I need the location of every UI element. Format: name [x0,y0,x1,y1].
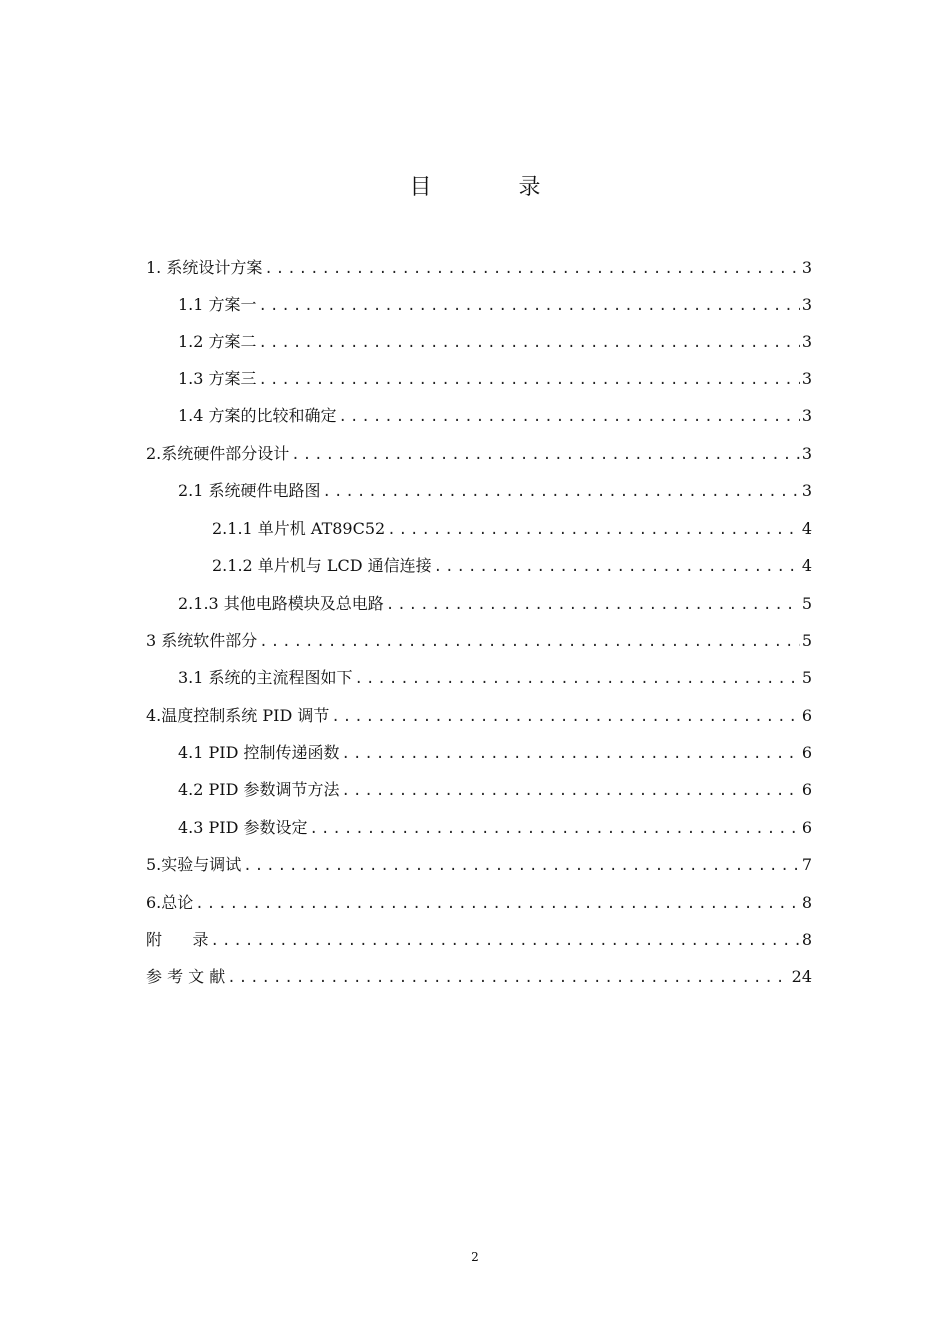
toc-entry[interactable] [146,927,812,957]
toc-entry-page: 5 [801,594,812,613]
toc-entry-label: 2.1.2 单片机与 LCD 通信连接 [212,556,432,575]
toc-leader-dots [264,261,799,277]
toc-entry-label: 4.1 PID 控制传递函数 [178,743,340,762]
toc-leader-dots [331,709,799,725]
toc-entry-page: 3 [801,406,812,425]
toc-entry-page: 5 [801,631,812,650]
toc-entry-label: 1.1 方案一 [178,295,257,314]
toc-entry-page: 3 [801,481,812,500]
toc-leader-dots [310,821,800,837]
toc-entry[interactable] [178,777,812,807]
toc-entry-label: 4.2 PID 参数调节方法 [178,780,340,799]
toc-entry[interactable] [178,329,812,359]
toc-entry-label: 2.1.3 其他电路模块及总电路 [178,594,384,613]
toc-leader-dots [434,559,800,575]
toc-leader-dots [386,597,800,613]
toc-entry-label: 4.3 PID 参数设定 [178,818,308,837]
toc-entry[interactable] [178,815,812,845]
toc-entry-label: 1.4 方案的比较和确定 [178,406,337,425]
toc-leader-dots [259,298,800,314]
toc-leader-dots [387,522,800,538]
toc-entry-page: 3 [801,444,812,463]
toc-entry[interactable] [146,964,812,994]
toc-entry-label: 2.1 系统硬件电路图 [178,481,321,500]
toc-leader-dots [211,933,800,949]
toc-entry-label: 1. 系统设计方案 [146,258,263,277]
toc-leader-dots [342,783,800,799]
toc-entry[interactable] [146,852,812,882]
toc-entry-page: 6 [801,706,812,725]
toc-entry-label: 参 考 文 献 [146,967,226,986]
toc-leader-dots [355,671,800,687]
toc-entry-label: 1.3 方案三 [178,369,257,388]
toc-leader-dots [342,746,800,762]
toc-entry[interactable] [178,478,812,508]
toc-entry-page: 8 [801,893,812,912]
toc-entry-page: 5 [801,668,812,687]
toc-entry-page: 4 [801,519,812,538]
toc-leader-dots [195,896,800,912]
toc-entry-label: 3.1 系统的主流程图如下 [178,668,353,687]
toc-entry-page: 3 [801,258,812,277]
toc-entry[interactable] [178,665,812,695]
toc-leader-dots [243,858,800,874]
toc-entry-label: 附 录 [146,930,209,949]
toc-entry-page: 6 [801,743,812,762]
toc-entry-label: 5.实验与调试 [146,855,242,874]
page-title: 目 录 [409,175,581,200]
toc-entry[interactable] [212,553,812,583]
toc-entry-label: 2.1.1 单片机 AT89C52 [212,519,386,538]
toc-entry-page: 3 [801,295,812,314]
toc-entry[interactable] [212,516,812,546]
toc-entry[interactable] [146,703,812,733]
toc-leader-dots [259,634,800,650]
toc-entry-page: 6 [801,780,812,799]
toc-entry[interactable] [178,740,812,770]
toc-leader-dots [259,372,800,388]
toc-entry-page: 3 [801,369,812,388]
toc-entry[interactable] [178,292,812,322]
toc-leader-dots [259,335,800,351]
toc-entry[interactable] [146,441,812,471]
toc-entry[interactable] [146,628,812,658]
toc-entry[interactable] [178,403,812,433]
toc-entry-label: 3 系统软件部分 [146,631,258,650]
toc-leader-dots [339,409,800,425]
toc-entry-label: 4.温度控制系统 PID 调节 [146,706,330,725]
toc-entry-label: 6.总论 [146,893,194,912]
toc-entry-label: 2.系统硬件部分设计 [146,444,290,463]
toc-entry[interactable] [146,255,812,285]
toc-entry[interactable] [146,890,812,920]
toc-leader-dots [323,484,800,500]
toc-leader-dots [227,970,789,986]
toc-entry-page: 8 [801,930,812,949]
toc-entry-page: 6 [801,818,812,837]
toc-entry-label: 1.2 方案二 [178,332,257,351]
toc-entry-page: 3 [801,332,812,351]
toc-entry-page: 4 [801,556,812,575]
toc-entry-page: 24 [791,967,812,986]
toc-entry-page: 7 [801,855,812,874]
toc-entry[interactable] [178,591,812,621]
toc-entry[interactable] [178,366,812,396]
toc-leader-dots [291,447,800,463]
page-number: 2 [471,1250,479,1264]
